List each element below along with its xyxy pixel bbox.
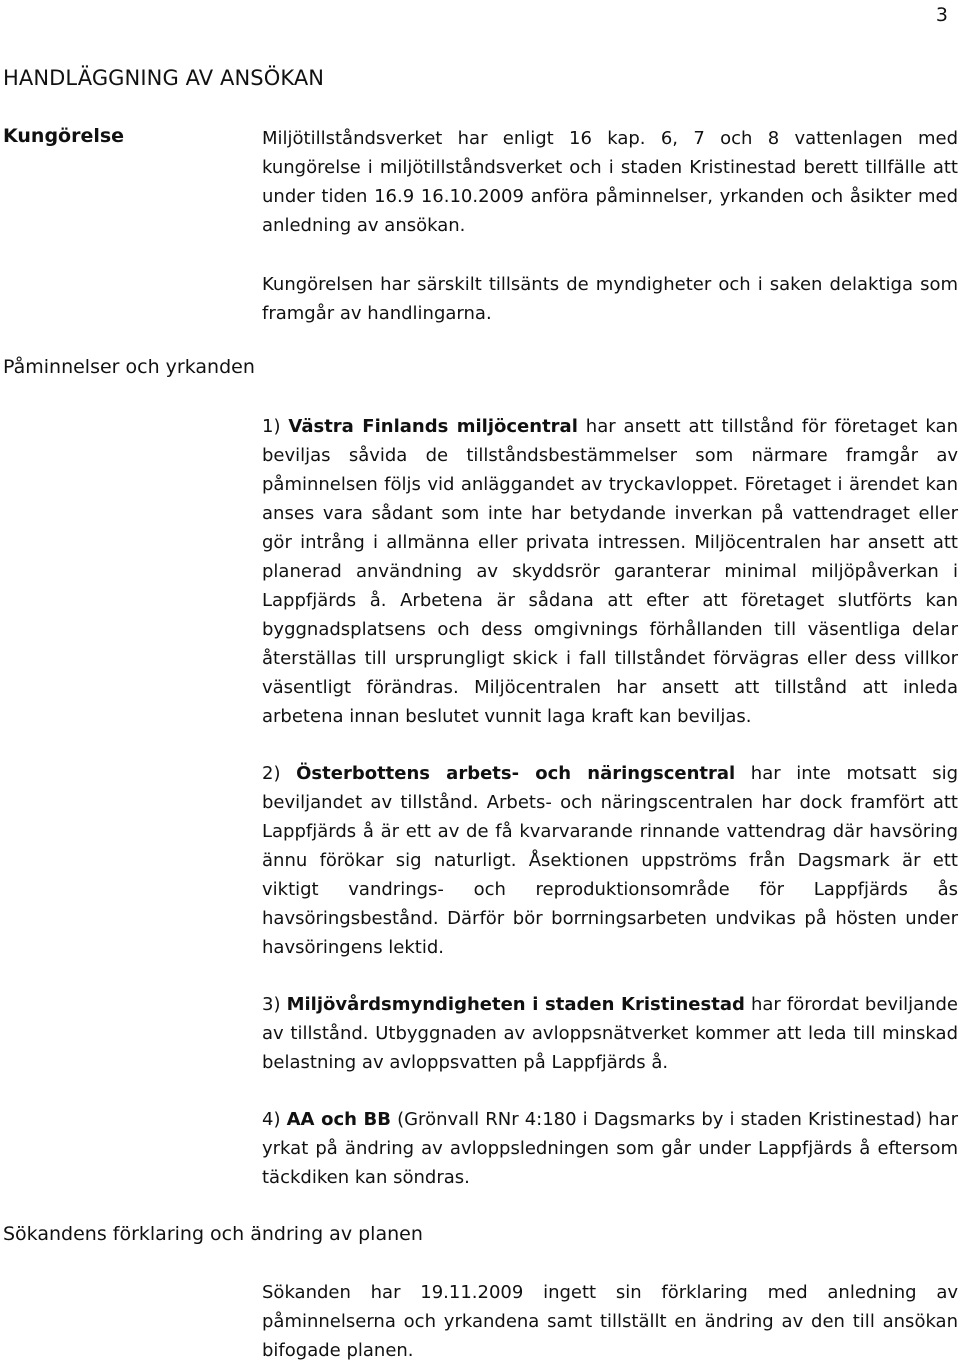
reminder-2 — [262, 759, 958, 962]
reminder-4 — [262, 1105, 958, 1192]
reminder-2-text: har inte motsatt sig beviljandet av tillstånd. Arbets- och näringscentralen har dock framfört att Lappfjärds å är ett av de få kvarvarande rinnande vattendrag där havsöring ännu förökar sig naturligt. Åsektionen uppströms från Dagsmark är ett viktigt vandrings- och reproduktionsområde för Lappfjärds ås havsöringsbestånd. Därför bör borrningsarbeten undvikas på hösten under havsöringens lektid. — [262, 763, 958, 958]
sokandens-paragraph: Sökanden har 19.11.2009 ingett sin förklaring med anledning av påminnelserna och yrkandena samt tillställt en ändring av den till ansökan bifogade planen. — [262, 1282, 958, 1361]
heading-sokandens: Sökandens förklaring och ändring av planen — [3, 1223, 423, 1245]
reminder-1-number: 1) — [262, 416, 289, 437]
reminder-2-number: 2) — [262, 763, 297, 784]
reminder-3-text: har förordat beviljande av tillstånd. Utbyggnaden av avloppsnätverket kommer att leda till minskad belastning av avloppsvatten på Lappfjärds å. — [262, 994, 959, 1073]
kungorelse-paragraph-2: Kungörelsen har särskilt tillsänts de myndigheter och i saken delaktiga som framgår av handlingarna. — [262, 274, 958, 324]
section-title: HANDLÄGGNING AV ANSÖKAN — [3, 66, 325, 90]
page-number: 3 — [935, 4, 948, 26]
reminder-1-party: Västra Finlands miljöcentral — [288, 416, 578, 437]
reminder-2-party: Österbottens arbets- och näringscentral — [296, 763, 736, 784]
reminder-3-number: 3) — [262, 994, 287, 1015]
kungorelse-paragraph-1: Miljötillståndsverket har enligt 16 kap. 6, 7 och 8 vattenlagen med kungörelse i miljötillståndsverket och i staden Kristinestad berett tillfälle att under tiden 16.9 16.10.2009 anföra påminnelser, yrkanden och åsikter med anledning av ansökan. — [262, 128, 958, 236]
reminder-3-party: Miljövårdsmyndigheten i staden Kristinestad — [286, 994, 745, 1015]
heading-paminnelser: Påminnelser och yrkanden — [3, 356, 255, 378]
heading-kungorelse: Kungörelse — [3, 125, 125, 147]
reminder-4-party: AA och BB — [286, 1109, 391, 1130]
reminder-4-number: 4) — [262, 1109, 287, 1130]
reminder-3 — [262, 990, 958, 1077]
reminder-1 — [262, 412, 958, 731]
reminder-1-text: har ansett att tillstånd för företaget kan beviljas såvida de tillståndsbestämmelser som närmare framgår av påminnelsen följs vid anläggandet av tryckavloppet. Företaget i ärendet kan anses vara sådant som inte har betydande inverkan på vattendraget eller gör intrång i allmänna eller privata intressen. Miljöcentralen har ansett att planerad användning av skyddsrör garanterar minimal miljöpåverkan i Lappfjärds å. Arbetena är sådana att efter att företaget slutförts kan byggnadsplatsens och dess omgivnings förhållanden till väsentliga delar återställas till ursprungligt skick i fall tillståndet förvägras eller dess villkor väsentligt förändras. Miljöcentralen har ansett att tillstånd att inleda arbetena innan beslutet vunnit laga kraft kan beviljas. — [262, 416, 958, 727]
reminder-4-text: (Grönvall RNr 4:180 i Dagsmarks by i staden Kristinestad) har yrkat på ändring av avloppsledningen som går under Lappfjärds å eftersom täckdiken kan söndras. — [262, 1109, 959, 1188]
